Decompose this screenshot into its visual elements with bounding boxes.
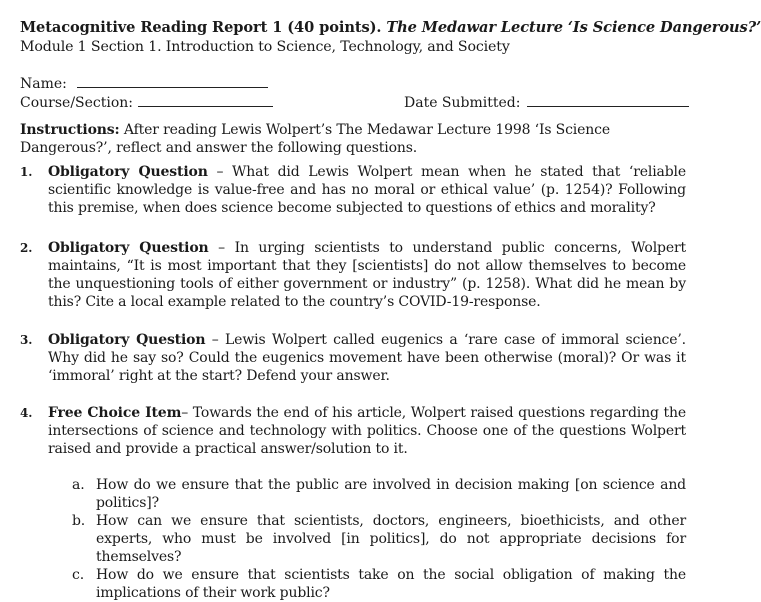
choice-item-c	[48, 566, 686, 602]
choice-text: How do we ensure that the public are involved in decision making [on science and politics]?	[96, 477, 686, 511]
question-number: 2.	[20, 241, 33, 255]
title-italic: The Medawar Lecture ‘Is Science Dangerous?’	[386, 19, 761, 36]
question-number: 4.	[20, 406, 33, 420]
question-text: – In urging scientists to understand public concerns, Wolpert maintains, “It is most important that they [scientists] do not allow themselves to become the unquestioning tools of either government or industry” (p. 1258). What did he mean by this? Cite a local example related to the country’s COVID-19-response.	[48, 240, 686, 310]
question-label: Obligatory Question	[48, 240, 209, 256]
question-text: – Lewis Wolpert called eugenics a ‘rare case of immoral science’. Why did he say so? Could the eugenics movement have been otherwise (moral)? Or was it ‘immoral’ right at the start? Defend your answer.	[48, 332, 686, 384]
name-field-row	[20, 74, 686, 93]
question-label: Obligatory Question	[48, 332, 206, 348]
choice-letter: b.	[72, 513, 86, 529]
question-text: – What did Lewis Wolpert mean when he stated that ‘reliable scientific knowledge is value-free and has no moral or ethical value’ (p. 1254)? Following this premise, when does science become subjected to questions of ethics and morality?	[48, 164, 687, 216]
question-label: Obligatory Question	[48, 164, 208, 180]
question-list	[20, 163, 686, 602]
question-item-4	[20, 404, 686, 602]
name-label: Name:	[20, 76, 67, 92]
question-number: 1.	[20, 165, 33, 179]
choice-text: How can we ensure that scientists, doctors, engineers, bioethicists, and other experts, who must be involved [in politics], do not appropriate decisions for themselves?	[96, 513, 686, 565]
choice-text: How do we ensure that scientists take on the social obligation of making the implications of their work public?	[96, 567, 686, 601]
date-submitted-blank-line[interactable]	[527, 93, 689, 107]
question-label: Free Choice Item	[48, 405, 182, 421]
date-submitted-block	[404, 93, 689, 112]
instructions-text: After reading Lewis Wolpert’s The Medawar Lecture 1998 ‘Is Science Dangerous?’, reflect and answer the following questions.	[20, 122, 610, 156]
course-section-label: Course/Section:	[20, 95, 134, 111]
question-number: 3.	[20, 333, 33, 347]
module-subtitle: Module 1 Section 1. Introduction to Science, Technology, and Society	[20, 39, 510, 55]
name-blank-line[interactable]	[77, 74, 268, 88]
report-title	[20, 19, 761, 37]
instructions-paragraph	[20, 121, 686, 157]
question-text: – Towards the end of his article, Wolpert raised questions regarding the intersections of science and technology with politics. Choose one of the questions Wolpert raised and provide a practical answer/solution to it.	[48, 405, 686, 457]
course-section-blank-line[interactable]	[138, 93, 273, 107]
choice-letter: a.	[72, 477, 85, 493]
course-date-row	[20, 93, 686, 112]
title-bold: Metacognitive Reading Report 1 (40 points).	[20, 19, 382, 36]
question-item-3	[20, 331, 686, 385]
question-item-2	[20, 239, 686, 311]
choice-item-a	[48, 476, 686, 512]
choice-letter: c.	[72, 567, 84, 583]
instructions-label: Instructions:	[20, 122, 120, 138]
choice-item-b	[48, 512, 686, 566]
date-submitted-label: Date Submitted:	[404, 95, 521, 111]
choice-list	[48, 476, 686, 602]
question-item-1	[20, 163, 686, 217]
